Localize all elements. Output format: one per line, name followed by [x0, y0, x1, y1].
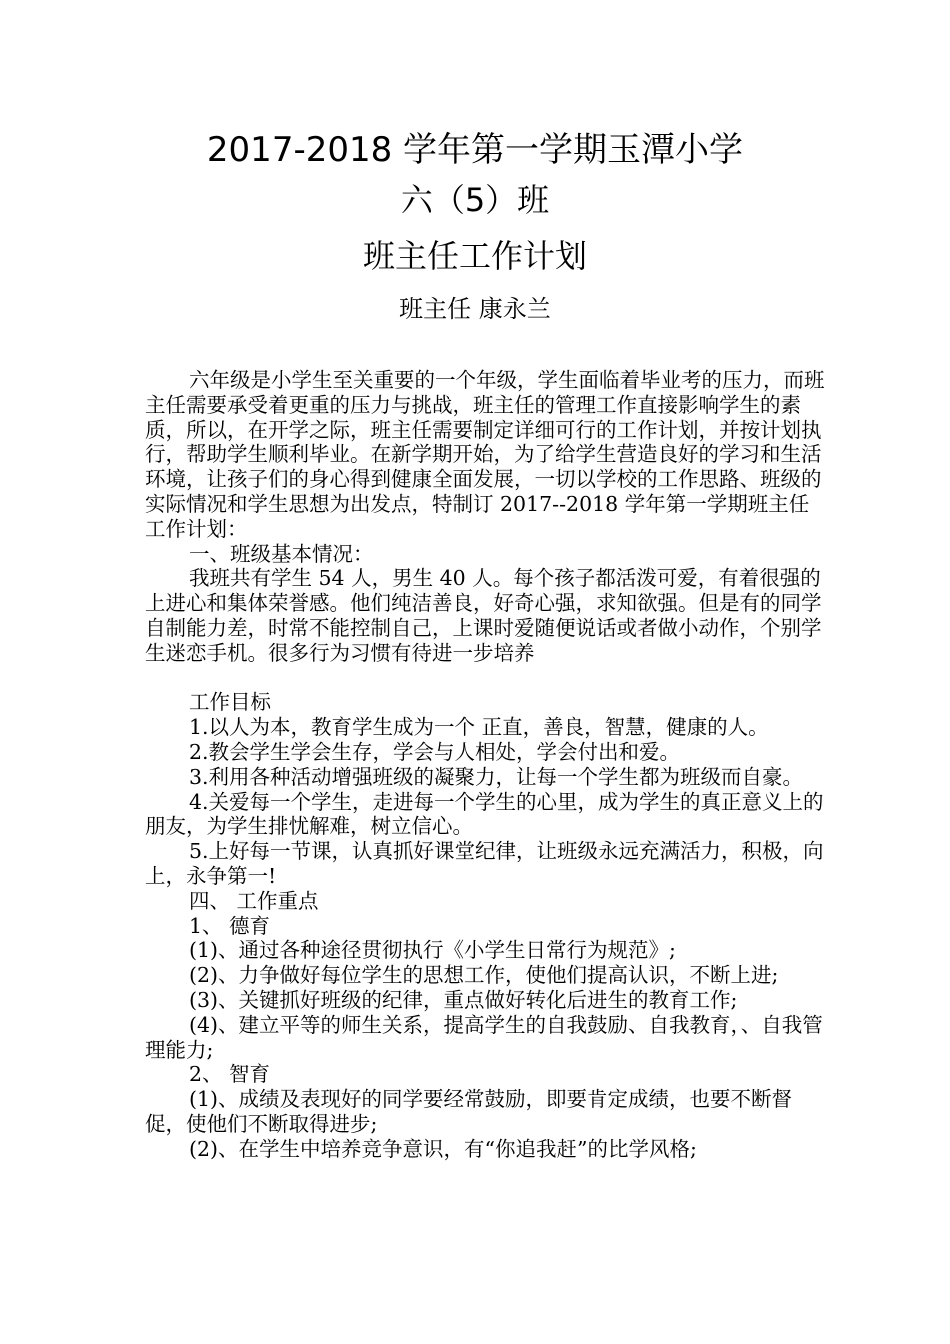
section-heading-focus: 四、 工作重点 [189, 888, 319, 913]
moral-item-3: (3)、关键抓好班级的纪律，重点做好转化后进生的教育工作; [189, 987, 738, 1012]
moral-item-2: (2)、力争做好每位学生的思想工作，使他们提高认识，不断上进; [189, 963, 779, 988]
title-block [0, 125, 950, 329]
title-line-2: 六（5）班 [400, 181, 550, 219]
intellectual-item-2: (2)、在学生中培养竞争意识，有“你追我赶”的比学风格; [189, 1136, 697, 1161]
moral-item-1: (1)、通过各种途径贯彻执行《小学生日常行为规范》; [189, 938, 676, 963]
blank-line [145, 666, 825, 691]
intro-paragraph: 六年级是小学生至关重要的一个年级，学生面临着毕业考的压力，而班主任需要承受着更重的压力与挑战，班主任的管理工作直接影响学生的素质，所以，在开学之际，班主任需要制定详细可行的工作计划，并按计划执行，帮助学生顺利毕业。在新学期开始，为了给学生营造良好的学习和生活环境，让孩子们的身心得到健康全面发展，一切以学校的工作思路、班级的实际情况和学生思想为出发点，特制订 2017--2018 学年第一学期班主任工作计划： [145, 368, 825, 541]
subsection-moral: 1、 德育 [189, 913, 271, 938]
class-info-paragraph: 我班共有学生 54 人，男生 40 人。每个孩子都活泼可爱，有着很强的上进心和集体荣誉感。他们纯洁善良，好奇心强，求知欲强。但是有的同学自制能力差，时常不能控制自己，上课时爱随便说话或者做小动作，个别学生迷恋手机。很多行为习惯有待进一步培养 [145, 566, 822, 665]
goal-item-2: 2.教会学生学会生存，学会与人相处，学会付出和爱。 [189, 739, 681, 764]
goal-item-5: 5.上好每一节课，认真抓好课堂纪律，让班级永远充满活力，积极，向上，永争第一! [145, 839, 824, 888]
intellectual-item-1: (1)、成绩及表现好的同学要经常鼓励，即要肯定成绩，也要不断督促，使他们不断取得进步; [145, 1087, 793, 1136]
title-line-1: 2017-2018 学年第一学期玉潭小学 [206, 130, 744, 170]
title-line-3: 班主任工作计划 [362, 237, 587, 275]
document-body [145, 368, 825, 1162]
author-line: 班主任 康永兰 [399, 295, 551, 323]
section-heading-goals: 工作目标 [189, 690, 271, 715]
goal-item-3: 3.利用各种活动增强班级的凝聚力，让每一个学生都为班级而自豪。 [189, 764, 804, 789]
goal-item-1: 1.以人为本，教育学生成为一个 正直，善良，智慧，健康的人。 [189, 715, 769, 740]
moral-item-4: (4)、建立平等的师生关系，提高学生的自我鼓励、自我教育，、自我管理能力; [145, 1012, 823, 1062]
subsection-intellectual: 2、 智育 [189, 1062, 271, 1087]
goal-item-4: 4.关爱每一个学生，走进每一个学生的心里，成为学生的真正意义上的朋友，为学生排忧解难，树立信心。 [145, 789, 824, 839]
section-heading-class-info: 一、班级基本情况： [189, 541, 374, 566]
